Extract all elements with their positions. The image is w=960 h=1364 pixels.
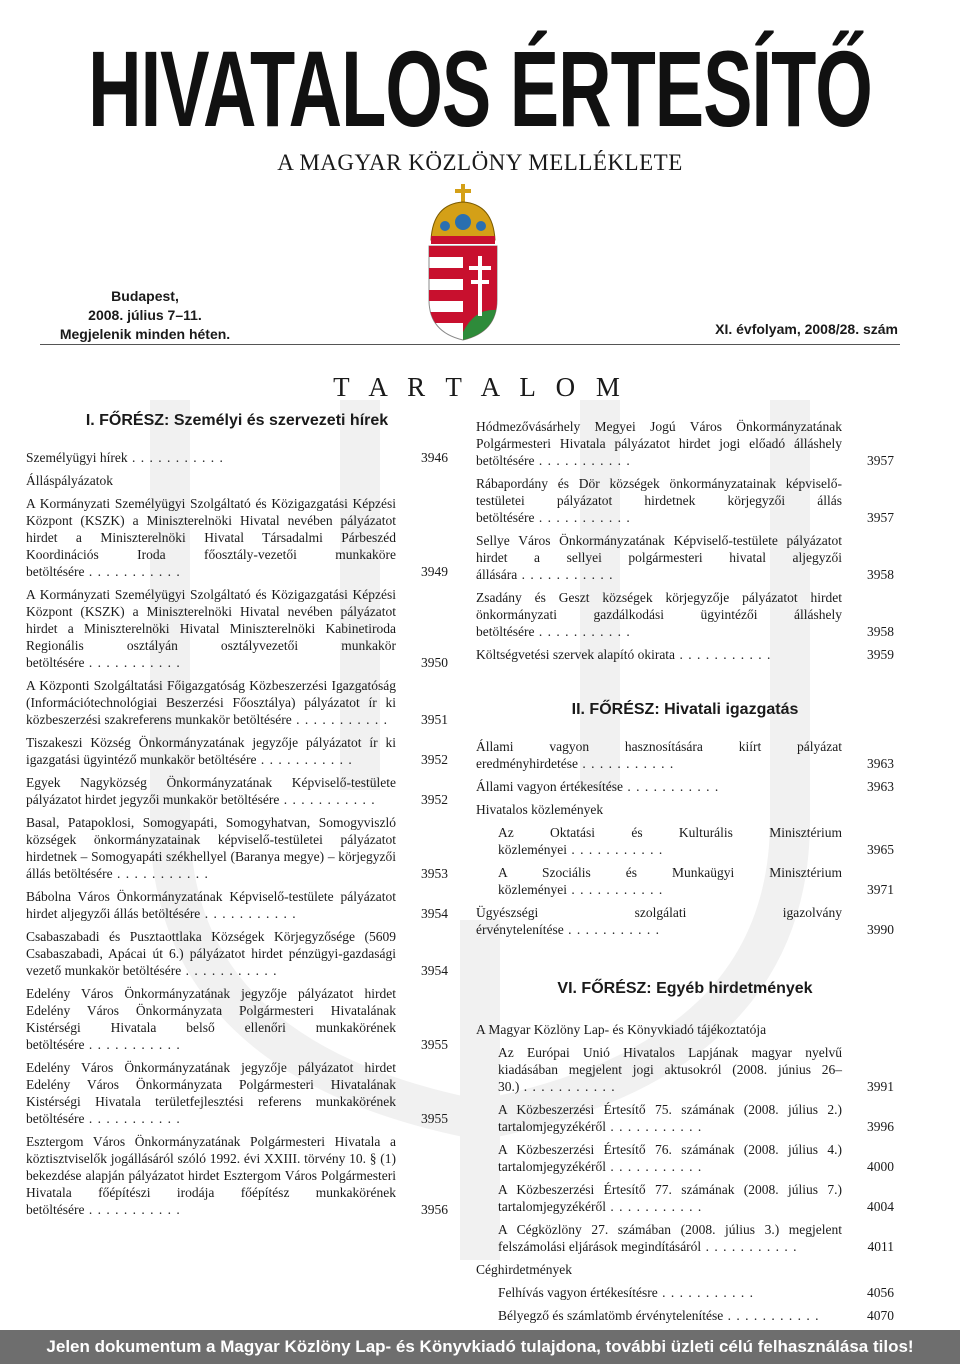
toc-entry[interactable]	[26, 814, 448, 882]
leader-dots: . . . . . . . . . . .	[256, 752, 353, 767]
toc-left-column	[26, 412, 448, 1218]
toc-page-number: 3946	[421, 450, 448, 465]
publication-subtitle: A MAGYAR KÖZLÖNY MELLÉKLETE	[277, 150, 683, 175]
toc-page-number: 3949	[421, 564, 448, 579]
leader-dots: . . . . . . . . . . .	[675, 647, 772, 662]
leader-dots: . . . . . . . . . . .	[517, 567, 614, 582]
toc-page-number: 3953	[421, 866, 448, 881]
toc-page-number: 3954	[421, 963, 448, 978]
toc-entry[interactable]	[26, 985, 448, 1053]
toc-entry-title: Az Európai Unió Hivatalos Lapjának magyar nyelvű kiadásában megjelent jogi aktusokról (2008. június 26–30.) . . . . . . . . . . .	[498, 1045, 842, 1094]
toc-entry[interactable]	[26, 677, 448, 728]
leader-dots: . . . . . . . . . . .	[566, 842, 664, 857]
toc-entry-title: A Kormányzati Személyügyi Szolgáltató és Közigazgatási Képzési Központ (KSZK) a Miniszterelnöki Hivatal nevében pályázatot hirdet a Miniszterelnöki Hivatal Társadalmi Párbeszéd Koordinációs Iroda főosztály-vezetői munkaköre betöltésére . . . . . . . . . . .	[26, 496, 396, 579]
leader-dots: . . . . . . . . . . .	[605, 1159, 703, 1174]
toc-page-number: 3991	[867, 1079, 894, 1094]
leader-dots: . . . . . . . . . . .	[605, 1119, 703, 1134]
toc-entry-title: Tiszakeszi Község Önkormányzatának jegyzője pályázatot ír ki igazgatási ügyintéző munkakör betöltésére . . . . . . . . . . .	[26, 735, 396, 767]
toc-page-number: 3957	[867, 510, 894, 525]
toc-entry[interactable]	[26, 774, 448, 808]
toc-title: T A R T A L O M	[333, 372, 627, 402]
footer-copyright-notice: Jelen dokumentum a Magyar Közlöny Lap- és Könyvkiadó tulajdona, további üzleti célú felhasználása tilos!	[0, 1330, 960, 1364]
toc-entry[interactable]	[476, 1141, 894, 1175]
toc-entry[interactable]	[476, 824, 894, 858]
toc-page-number: 3952	[421, 792, 448, 807]
toc-left-entries	[26, 449, 448, 1218]
leader-dots: . . . . . . . . . . .	[181, 963, 278, 978]
leader-dots: . . . . . . . . . . .	[279, 792, 376, 807]
leader-dots: . . . . . . . . . . .	[723, 1308, 820, 1323]
toc-entry-title: Álláspályázatok	[26, 473, 113, 488]
leader-dots: . . . . . . . . . . .	[534, 453, 631, 468]
toc-entry[interactable]	[26, 472, 448, 489]
toc-page-number: 4000	[867, 1159, 894, 1174]
toc-page-number: 3950	[421, 655, 448, 670]
toc-right-column	[476, 412, 894, 1324]
toc-page-number: 4070	[867, 1308, 894, 1323]
leader-dots: . . . . . . . . . . .	[291, 712, 388, 727]
toc-entry-title: Bélyegző és számlatömb érvénytelenítése . . . . . . . . . . .	[498, 1308, 820, 1323]
toc-entry[interactable]	[476, 904, 894, 938]
toc-entry-title: Felhívás vagyon értékesítésre . . . . . . . . . . .	[498, 1285, 754, 1300]
toc-entry[interactable]	[476, 1307, 894, 1324]
toc-entry-title: Csabaszabadi és Pusztaottlaka Községek Körjegyzősége (5609 Csabaszabadi, Apácai út 6.) pályázatot hirdet pénzügyi-gazdasági vezető munkakör betöltésére . . . . . . . . . . .	[26, 929, 396, 978]
toc-right-bottom-entries	[476, 1021, 894, 1324]
toc-entry[interactable]	[26, 888, 448, 922]
toc-page-number: 3954	[421, 906, 448, 921]
toc-entry[interactable]	[476, 801, 894, 818]
toc-entry-title: Ügyészségi szolgálati igazolvány érvénytelenítése . . . . . . . . . . .	[476, 905, 842, 937]
toc-right-top-entries	[476, 418, 894, 663]
toc-entry[interactable]	[476, 778, 894, 795]
toc-entry-title: Hódmezővásárhely Megyei Jogú Város Önkormányzatának Polgármesteri Hivatala pályázatot hirdet jogi előadó álláshely betöltésére . . . . . . . . . . .	[476, 419, 842, 468]
toc-page-number: 4011	[867, 1239, 894, 1254]
toc-entry-title: A Közbeszerzési Értesítő 76. számának (2008. július 4.) tartalomjegyzékéről . . . . . . . . . . .	[498, 1142, 842, 1174]
toc-page-number: 3955	[421, 1037, 448, 1052]
publication-title: HIVATALOS ÉRTESÍTŐ	[88, 28, 872, 150]
toc-entry-title: Személyügyi hírek . . . . . . . . . . .	[26, 450, 224, 465]
toc-right-mid-entries	[476, 738, 894, 938]
toc-page-number: 3952	[421, 752, 448, 767]
leader-dots: . . . . . . . . . . .	[84, 655, 181, 670]
toc-entry-title: A Magyar Közlöny Lap- és Könyvkiadó tájékoztatója	[476, 1022, 767, 1037]
toc-entry-title: Hivatalos közlemények	[476, 802, 604, 817]
toc-entry[interactable]	[476, 532, 894, 583]
toc-entry-title: Céghirdetmények	[476, 1262, 572, 1277]
toc-entry[interactable]	[26, 1059, 448, 1127]
toc-entry[interactable]	[26, 1133, 448, 1218]
leader-dots: . . . . . . . . . . .	[534, 510, 631, 525]
leader-dots: . . . . . . . . . . .	[577, 756, 675, 771]
leader-dots: . . . . . . . . . . .	[84, 1037, 181, 1052]
toc-page-number: 4056	[867, 1285, 894, 1300]
leader-dots: . . . . . . . . . . .	[605, 1199, 703, 1214]
toc-entry[interactable]	[476, 1181, 894, 1215]
toc-page-number: 3990	[867, 922, 894, 937]
leader-dots: . . . . . . . . . . .	[657, 1285, 754, 1300]
toc-page-number: 3963	[867, 756, 894, 771]
toc-page-number: 3965	[867, 842, 894, 857]
toc-entry[interactable]	[26, 734, 448, 768]
toc-entry[interactable]	[476, 646, 894, 663]
section-title-part2: II. FŐRÉSZ: Hivatali igazgatás	[571, 701, 799, 718]
toc-entry[interactable]	[476, 1101, 894, 1135]
toc-entry[interactable]	[476, 1021, 894, 1038]
toc-page-number: 3996	[867, 1119, 894, 1134]
toc-entry-title: A Kormányzati Személyügyi Szolgáltató és Közigazgatási Képzési Központ (KSZK) a Miniszterelnöki Hivatal nevében pályázatot hirdet a Miniszterelnöki Hivatal Miniszterelnöki Kabinetiroda Regionális osztályán osztályvezetői munkakör betöltésére . . . . . . . . . . .	[26, 587, 396, 670]
toc-entry[interactable]	[476, 475, 894, 526]
toc-entry-title: Edelény Város Önkormányzatának jegyzője pályázatot hirdet Edelény Város Önkormányzata Polgármesteri Hivatalának Kistérségi Hivatala területfejlesztési referens munkakörének betöltésére . . . . . . . . . . .	[26, 1060, 396, 1126]
toc-page-number: 3959	[867, 647, 894, 662]
section-title-part6: VI. FŐRÉSZ: Egyéb hirdetmények	[557, 980, 813, 997]
leader-dots: . . . . . . . . . . .	[84, 1111, 181, 1126]
toc-page-number: 4004	[867, 1199, 894, 1214]
toc-entry[interactable]	[476, 738, 894, 772]
toc-entry[interactable]	[476, 864, 894, 898]
toc-entry[interactable]	[476, 418, 894, 469]
toc-page-number: 3963	[867, 779, 894, 794]
toc-entry[interactable]	[476, 1284, 894, 1301]
toc-entry[interactable]	[26, 928, 448, 979]
toc-entry-title: A Közbeszerzési Értesítő 75. számának (2008. július 2.) tartalomjegyzékéről . . . . . . . . . . .	[498, 1102, 842, 1134]
leader-dots: . . . . . . . . . . .	[112, 866, 209, 881]
toc-page-number: 3956	[421, 1202, 448, 1217]
toc-entry-title: Esztergom Város Önkormányzatának Polgármesteri Hivatala a köztisztviselők jogállásáról szóló 1992. évi XXIII. törvény 10. § (1) bekezdése alapján pályázatot hirdet Esztergom Város Polgármesteri Hivatala főépítészi irodája főépítész munkakörének betöltésére . . . . . . . . . . .	[26, 1134, 396, 1217]
leader-dots: . . . . . . . . . . .	[84, 1202, 181, 1217]
toc-page-number: 3971	[867, 882, 894, 897]
issue-number: XI. évfolyam, 2008/28. szám	[715, 321, 898, 337]
toc-page-number: 3951	[421, 712, 448, 727]
leader-dots: . . . . . . . . . . .	[563, 922, 660, 937]
leader-dots: . . . . . . . . . . .	[519, 1079, 616, 1094]
toc-entry-title: Egyek Nagyközség Önkormányzatának Képviselő-testülete pályázatot hirdet jegyzői munkakör betöltésére . . . . . . . . . . .	[26, 775, 396, 807]
toc-entry[interactable]	[476, 1261, 894, 1278]
toc-entry-title: Sellye Város Önkormányzatának Képviselő-testülete pályázatot hirdet a sellyei polgármesteri hivatal aljegyzői állására . . . . . . . . . . .	[476, 533, 842, 582]
leader-dots: . . . . . . . . . . .	[701, 1239, 798, 1254]
toc-entry-title: A Központi Szolgáltatási Főigazgatóság Közbeszerzési Igazgatóság (Információtechnológiai Beszerzési Főosztálya) pályázatot ír ki közbeszerzési szakreferens munkakör betöltésére . . . . . . . . . . .	[26, 678, 396, 727]
toc-entry-title: Edelény Város Önkormányzatának jegyzője pályázatot hirdet Edelény Város Önkormányzata Polgármesteri Hivatalának Kistérségi Hivatala belső ellenőri munkakörének betöltésére . . . . . . . . . . .	[26, 986, 396, 1052]
toc-entry[interactable]	[26, 586, 448, 671]
toc-entry[interactable]	[476, 1221, 894, 1255]
toc-page-number: 3958	[867, 567, 894, 582]
toc-entry-title: A Közbeszerzési Értesítő 77. számának (2008. július 7.) tartalomjegyzékéről . . . . . . . . . . .	[498, 1182, 842, 1214]
toc-entry-title: Költségvetési szervek alapító okirata . . . . . . . . . . .	[476, 647, 772, 662]
header-divider	[40, 344, 900, 345]
toc-page-number: 3958	[867, 624, 894, 639]
toc-entry[interactable]	[26, 449, 448, 466]
toc-entry-title: Az Oktatási és Kulturális Minisztérium közleményei . . . . . . . . . . .	[498, 825, 842, 857]
hungarian-coat-of-arms-icon	[423, 182, 503, 342]
toc-entry-title: Állami vagyon hasznosítására kiírt pályázat eredményhirdetése . . . . . . . . . . .	[476, 739, 842, 771]
publication-info	[40, 287, 250, 344]
publication-place: Budapest,	[111, 288, 179, 304]
publication-date: 2008. július 7–11.	[88, 307, 202, 323]
section-title-part1: I. FŐRÉSZ: Személyi és szervezeti hírek	[85, 412, 389, 429]
toc-entry-title: Basal, Patapoklosi, Somogyapáti, Somogyhatvan, Somogyviszló községek önkormányzatainak képviselő-testületei pályázatot hirdetnek – Somogyapáti székhellyel (Baranya megye) – körjegyzői állás betöltésére . . . . . . . . . . .	[26, 815, 396, 881]
toc-entry-title: Bábolna Város Önkormányzatának Képviselő-testülete pályázatot hirdet aljegyzői állás betöltésére . . . . . . . . . . .	[26, 889, 396, 921]
leader-dots: . . . . . . . . . . .	[622, 779, 720, 794]
toc-entry-title: A Cégközlöny 27. számában (2008. július 3.) megjelent felszámolási eljárások megindításáról . . . . . . . . . . .	[498, 1222, 842, 1254]
leader-dots: . . . . . . . . . . .	[127, 450, 224, 465]
publication-frequency: Megjelenik minden héten.	[59, 326, 231, 342]
toc-entry-title: Zsadány és Geszt községek körjegyzője pályázatot hirdet önkormányzati gazdálkodási ügyintézői álláshely betöltésére . . . . . . . . . . .	[476, 590, 842, 639]
toc-entry[interactable]	[476, 589, 894, 640]
leader-dots: . . . . . . . . . . .	[84, 564, 181, 579]
toc-entry-title: Rábapordány és Dör községek önkormányzatainak képviselő-testületei pályázatot hirdetnek körjegyzői állás betöltésére . . . . . . . . . . .	[476, 476, 842, 525]
toc-page-number: 3955	[421, 1111, 448, 1126]
leader-dots: . . . . . . . . . . .	[566, 882, 664, 897]
leader-dots: . . . . . . . . . . .	[534, 624, 631, 639]
toc-page-number: 3957	[867, 453, 894, 468]
toc-entry-title: Állami vagyon értékesítése . . . . . . . . . . .	[476, 779, 720, 794]
toc-entry[interactable]	[476, 1044, 894, 1095]
leader-dots: . . . . . . . . . . .	[200, 906, 297, 921]
toc-entry-title: A Szociális és Munkaügyi Minisztérium közleményei . . . . . . . . . . .	[498, 865, 842, 897]
toc-entry[interactable]	[26, 495, 448, 580]
